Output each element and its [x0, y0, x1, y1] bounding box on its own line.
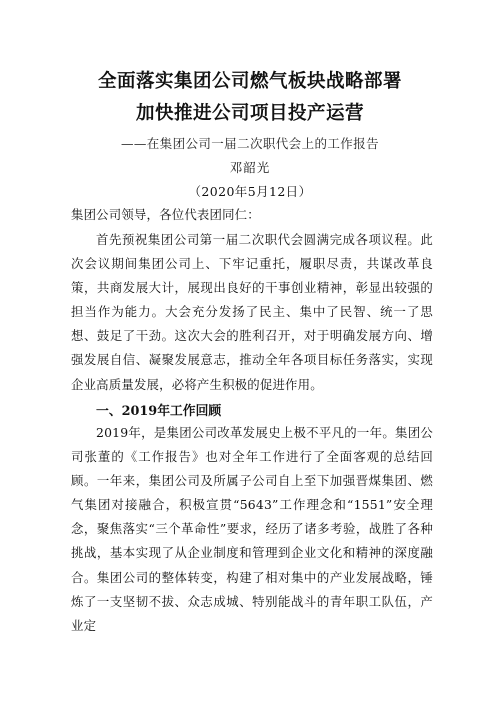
salutation: 集团公司领导，各位代表团同仁： — [71, 207, 260, 222]
document-author: 邓韶光 — [229, 160, 271, 175]
document-subtitle: ——在集团公司一届二次职代会上的工作报告 — [120, 136, 379, 151]
paragraph-opening: 首先预祝集团公司第一届二次职代会圆满完成各项议程。此次会议期间集团公司上、下牢记重托，履职尽责，共谋改革良策，共商发展大计，展现出良好的干事创业精神，彰显出较强的担当作为能力。大会充分发扬了民主、集中了民智、统一了思想、鼓足了干劲。这次大会的胜利召开，对于明确发展方向、增强发展自信、凝聚发展意志，推动全年各项目标任务落实，实现企业高质量发展，必将产生积极的促进作用。 — [71, 232, 433, 392]
document-title-line1: 全面落实集团公司燃气板块战略部署 — [97, 71, 402, 92]
section-heading-2019-review: 一、2019年工作回顾 — [96, 404, 222, 419]
paragraph-2019-review: 2019年，是集团公司改革发展史上极不平凡的一年。集团公司张董的《工作报告》也对全年工作进行了全面客观的总结回顾。一年来，集团公司及所属子公司自上至下加强晋煤集团、燃气集团对接融合，积极宣贯“5643”工作理念和“1551”安全理念，聚焦落实“三个革命性”要求，经历了诸多考验，战胜了各种挑战，基本实现了从企业制度和管理到企业文化和精神的深度融合。集团公司的整体转变，构建了相对集中的产业发展战略，锤炼了一支坚韧不拔、众志成城、特别能战斗的青年职工队伍，产业定 — [71, 425, 433, 633]
document-title-line2: 加快推进公司项目投产运营 — [135, 103, 364, 124]
document-date: （2020年5月12日） — [188, 184, 312, 199]
